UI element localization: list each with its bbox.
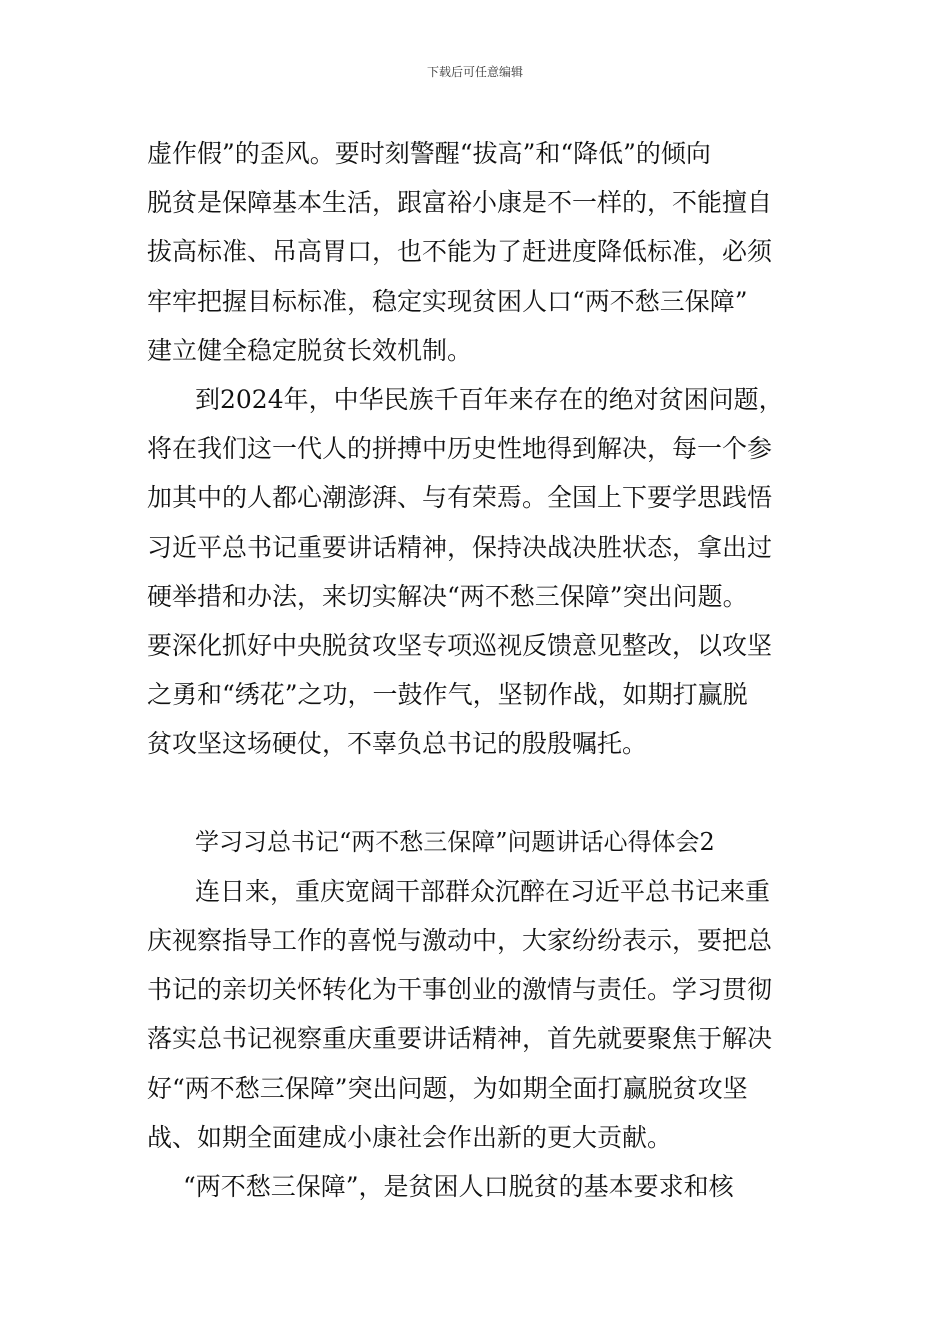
text-line: 建立健全稳定脱贫长效机制。 xyxy=(147,335,473,365)
text-line: 硬举措和办法，来切实解决“两不愁三保障”突出问题。 xyxy=(147,581,748,611)
blank-line xyxy=(147,768,807,817)
text-line: 书记的亲切关怀转化为干事创业的激情与责任。学习贯彻 xyxy=(147,975,773,1005)
text-line: 庆视察指导工作的喜悦与激动中，大家纷纷表示，要把总 xyxy=(147,926,773,955)
text-line: 落实总书记视察重庆重要讲话精神，首先就要聚焦于解决 xyxy=(147,1024,773,1054)
text-line: 加其中的人都心潮澎湃、与有荣焉。全国上下要学思践悟 xyxy=(147,483,773,513)
text-line: 到2024年，中华民族千百年来存在的绝对贫困问题， xyxy=(195,384,784,414)
text-line: 拔高标准、吊高胃口，也不能为了赶进度降低标准，必须 xyxy=(147,237,773,267)
text-line: 连日来，重庆宽阔干部群众沉醉在习近平总书记来重 xyxy=(195,876,771,906)
text-line: 牢牢把握目标标准，稳定实现贫困人口“两不愁三保障” xyxy=(147,286,748,316)
page-header-note: 下载后可任意编辑 xyxy=(426,65,523,79)
text-line: 将在我们这一代人的拼搏中历史性地得到解决，每一个参 xyxy=(147,434,773,464)
text-line: 虚作假”的歪风。要时刻警醒“拔高”和“降低”的倾向 xyxy=(147,139,711,168)
text-line: 脱贫是保障基本生活，跟富裕小康是不一样的，不能擅自 xyxy=(147,188,773,218)
document-body xyxy=(147,129,807,1211)
text-line: “两不愁三保障”，是贫困人口脱贫的基本要求和核 xyxy=(183,1171,734,1201)
text-line: 战、如期全面建成小康社会作出新的更大贡献。 xyxy=(147,1122,673,1152)
text-line: 贫攻坚这场硬仗，不辜负总书记的殷殷嘱托。 xyxy=(147,729,648,759)
text-line: 之勇和“绣花”之功，一鼓作气，坚韧作战，如期打赢脱 xyxy=(147,680,748,710)
text-line: 好“两不愁三保障”突出问题，为如期全面打赢脱贫攻坚 xyxy=(147,1073,748,1103)
section-heading: 学习习总书记“两不愁三保障”问题讲话心得体会2 xyxy=(195,827,715,856)
text-line: 要深化抓好中央脱贫攻坚专项巡视反馈意见整改，以攻坚 xyxy=(147,630,773,660)
text-line: 习近平总书记重要讲话精神，保持决战决胜状态，拿出过 xyxy=(147,532,773,562)
